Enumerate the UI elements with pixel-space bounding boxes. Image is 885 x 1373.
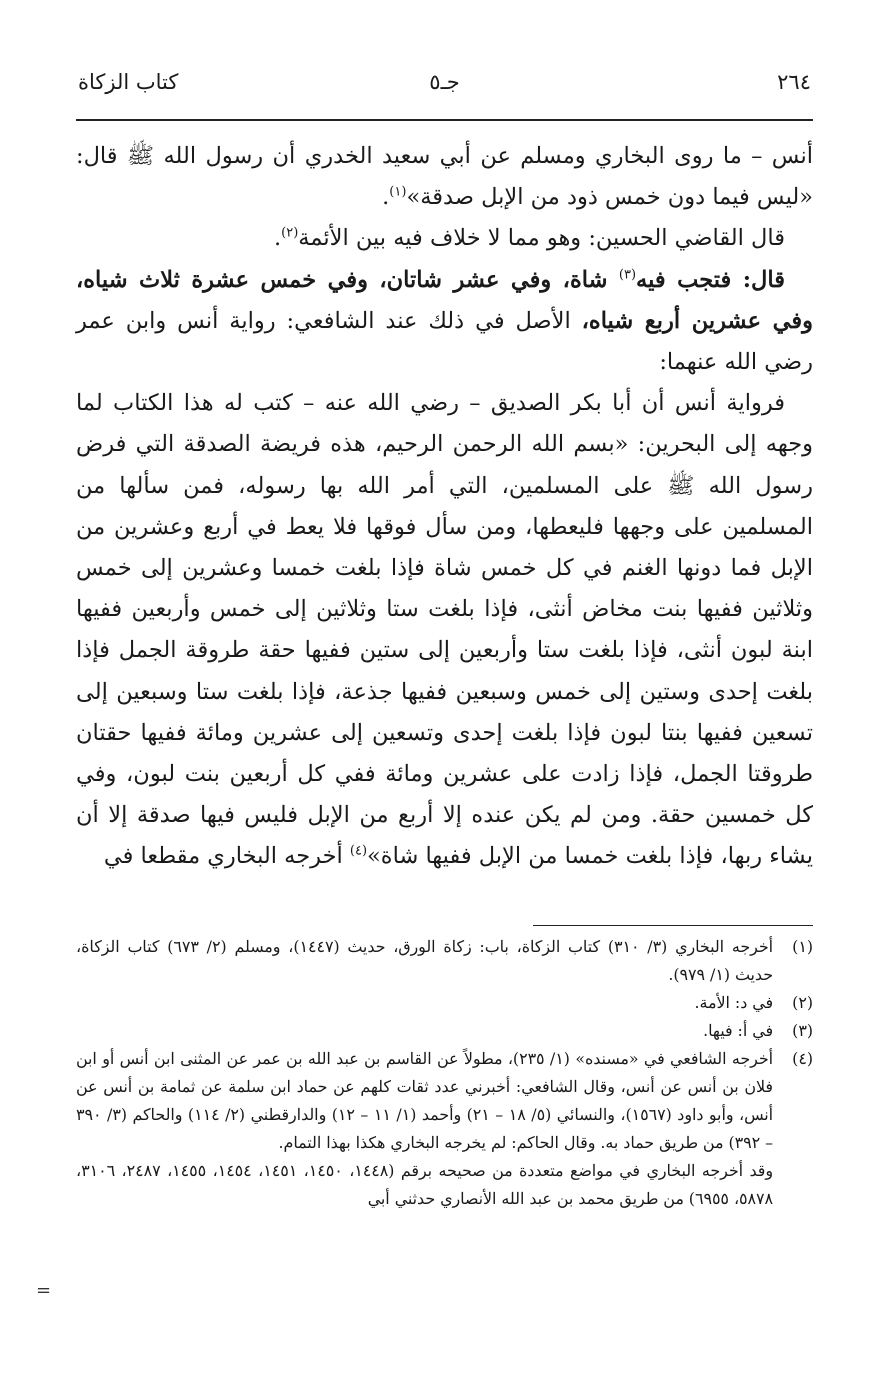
paragraph-text: الأصل في ذلك عند الشافعي: رواية أنس وابن عمر رضي الله عنهما:	[76, 307, 813, 376]
footnote-ref: (٢)	[281, 225, 299, 241]
paragraph-text: فرواية أنس أن أبا بكر الصديق – رضي الله عنه – كتب له هذا الكتاب لما وجهه إلى البحرين: «بسم الله الرحمن الرحيم، هذه فريضة الصدقة التي فرض رسول الله ﷺ على المسلمين، التي أمر الله بها رسوله، فمن سألها من المسلمين على وجهها فليعطها، ومن سأل فوقها فلا يعط في أربع وعشرين من الإبل فما دونها الغنم في كل خمس شاة فإذا بلغت خمسا وعشرين إلى خمس وثلاثين ففيها بنت مخاض أنثى، فإذا بلغت ستا وثلاثين إلى خمس وأربعين ففيها ابنة لبون أنثى، فإذا بلغت ستا وأربعين إلى ستين ففيها حقة طروقة الجمل فإذا بلغت إحدى وستين إلى خمس وسبعين ففيها جذعة، فإذا بلغت ستا وسبعين إلى تسعين ففيها بنتا لبون فإذا بلغت إحدى وتسعين إلى عشرين ومائة ففيها حقتان طروقتا الجمل، فإذا زادت على عشرين ومائة ففي كل أربعين بنت لبون، وفي كل خمسين حقة. ومن لم يكن عنده إلا أربع من الإبل فليس فيها صدقة إلا أن يشاء ربها، فإذا بلغت خمسا من الإبل ففيها شاة»	[76, 390, 813, 870]
footnote-text: أخرجه الشافعي في «مسنده» (١/ ٢٣٥)، مطولاً عن القاسم بن عبد الله بن عمر عن المثنى ابن أنس أو ابن فلان بن أنس عن أنس، وقال الشافعي: أخبرني عدد ثقات كلهم عن حماد ابن سلمة عن ثمامة بن أنس عن أنس، وأبو داود (١٥٦٧)، والنسائي (٥/ ١٨ – ٢١) وأحمد (١/ ١١ – ١٢) والدارقطني (٢/ ١١٤) والحاكم (٣/ ٣٩٠ – ٣٩٢) من طريق حماد به. وقال الحاكم: لم يخرجه البخاري هكذا بهذا التمام.	[76, 1049, 774, 1152]
book-title: كتاب الزكاة	[78, 70, 179, 94]
footnote	[76, 1045, 813, 1157]
paragraph-text: أخرجه البخاري مقطعا في	[103, 843, 350, 870]
paragraph	[76, 218, 813, 259]
footnote-text: في د: الأمة.	[694, 993, 773, 1012]
page-number: ٢٦٤	[777, 70, 811, 94]
footnote	[76, 933, 813, 989]
footnote-text: في أ: فيها.	[703, 1021, 773, 1040]
paragraph	[76, 260, 813, 384]
paragraph-text: .	[274, 225, 282, 252]
footnote	[76, 1017, 813, 1045]
footnote-number: (٣)	[792, 1021, 813, 1040]
footnotes	[76, 933, 813, 1213]
main-text	[76, 136, 813, 878]
paragraph	[76, 136, 813, 218]
footnote	[76, 989, 813, 1017]
header-rule	[76, 119, 813, 121]
running-header	[78, 70, 811, 110]
footnote-number: (٤)	[792, 1049, 813, 1068]
margin-mark: =	[36, 1280, 52, 1301]
footnote-ref: (١)	[389, 184, 407, 200]
footnote-rule	[533, 925, 813, 926]
volume-label: جـ٥	[429, 70, 460, 94]
footnote-number: (١)	[792, 937, 813, 956]
paragraph	[76, 383, 813, 877]
footnote-ref: (٣)	[618, 267, 637, 283]
paragraph-text: قال: فتجب فيه	[636, 266, 786, 293]
bold-text: شاة، وفي عشر شاتان، وفي خمس عشرة ثلاث شياه، وفي عشرين أربع شياه،	[76, 266, 813, 334]
paragraph-text: قال القاضي الحسين: وهو مما لا خلاف فيه بين الأئمة	[298, 225, 785, 252]
footnote-text: أخرجه البخاري (٣/ ٣١٠) كتاب الزكاة، باب: زكاة الورق، حديث (١٤٤٧)، ومسلم (٢/ ٦٧٣) كتاب الزكاة، حديث (١/ ٩٧٩).	[76, 937, 773, 984]
footnote-number: (٢)	[792, 993, 813, 1012]
paragraph-text: .	[382, 184, 390, 211]
paragraph-text: أنس – ما روى البخاري ومسلم عن أبي سعيد الخدري أن رسول الله ﷺ قال: «ليس فيما دون خمس ذود من الإبل صدقة»	[76, 143, 813, 211]
footnote-continuation: وقد أخرجه البخاري في مواضع متعددة من صحيحه برقم (١٤٤٨، ١٤٥٠، ١٤٥١، ١٤٥٤، ١٤٥٥، ٢٤٨٧، ٣١٠٦، ٥٨٧٨، ٦٩٥٥) من طريق محمد بن عبد الله الأنصاري حدثني أبي	[76, 1161, 773, 1208]
footnote-ref: (٤)	[349, 843, 368, 859]
